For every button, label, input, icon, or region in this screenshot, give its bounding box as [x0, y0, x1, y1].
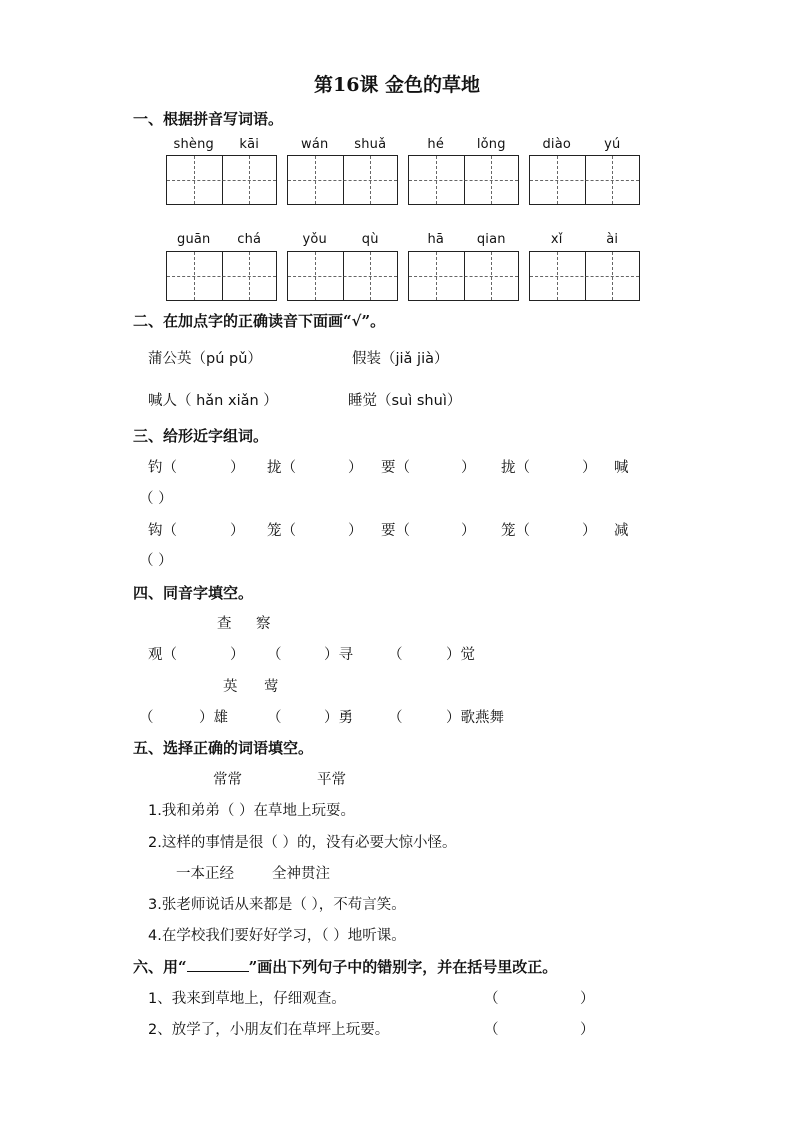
- homophone-blank: （: [267, 647, 282, 663]
- homophone-blank: ）寻: [324, 647, 353, 663]
- section-2-heading: 二、在加点字的正确读音下面画“√”。: [133, 312, 386, 330]
- fill-question: 1.我和弟弟（ ）在草地上玩耍。: [148, 803, 355, 819]
- similar-char-cell: ）: [348, 523, 363, 539]
- homophone-blank: （: [388, 647, 403, 663]
- correction-sentence: 1、我来到草地上，仔细观查。: [148, 991, 346, 1007]
- homophone-blank: ）歌燕舞: [446, 710, 504, 726]
- fill-question: 2.这样的事情是很（ ）的，没有必要大惊小怪。: [148, 835, 457, 851]
- similar-char-cell: 要（: [381, 523, 410, 539]
- pinyin-label: xǐ: [550, 232, 563, 247]
- similar-char-cell: 笼（: [501, 523, 530, 539]
- homophone-blank: （: [388, 710, 403, 726]
- homophone-char: 察: [256, 616, 271, 632]
- writing-grid-box: [287, 155, 398, 205]
- section-1-heading: 一、根据拼音写词语。: [133, 110, 284, 128]
- section-4-heading: 四、同音字填空。: [133, 584, 254, 602]
- similar-char-cell: 拢（: [267, 460, 296, 476]
- homophone-blank: （: [267, 710, 282, 726]
- similar-char-cell: 钓（: [148, 460, 177, 476]
- similar-char-cell: 钩（: [148, 523, 177, 539]
- homophone-blank: ）觉: [446, 647, 475, 663]
- section-5-heading: 五、选择正确的词语填空。: [133, 739, 314, 757]
- section-3-heading: 三、给形近字组词。: [133, 427, 269, 445]
- similar-char-cell: ）: [582, 460, 597, 476]
- homophone-blank: ）雄: [199, 710, 228, 726]
- word-option: 全神贯注: [272, 866, 330, 882]
- pinyin-label: hā: [427, 232, 445, 247]
- pinyin-label: wán: [301, 137, 329, 152]
- similar-char-cell: 拢（: [501, 460, 530, 476]
- underline-sample: [187, 971, 249, 972]
- similar-char-cell: ）: [348, 460, 363, 476]
- writing-grid-box: [408, 155, 519, 205]
- similar-char-cell: 减: [614, 523, 629, 539]
- blank-parens: （ ）: [139, 491, 173, 507]
- writing-grid-box: [529, 155, 640, 205]
- similar-char-cell: ）: [230, 460, 245, 476]
- correction-sentence: 2、放学了，小朋友们在草坪上玩要。: [148, 1022, 390, 1038]
- writing-grid-box: [166, 251, 277, 301]
- section-6-heading: 六、用“ ”画出下列句子中的错别字，并在括号里改正。: [133, 958, 558, 976]
- homophone-char: 英: [223, 679, 238, 695]
- pinyin-label: qù: [361, 232, 379, 247]
- fill-question: 4.在学校我们要好好学习，（ ）地听课。: [148, 928, 406, 944]
- similar-char-cell: 笼（: [267, 523, 296, 539]
- pinyin-label: shèng: [173, 137, 214, 152]
- pronunciation-item: 假装（jiǎ jià）: [352, 351, 449, 367]
- word-option: 平常: [317, 772, 346, 788]
- similar-char-cell: 要（: [381, 460, 410, 476]
- pronunciation-item: 睡觉（suì shuì）: [348, 393, 462, 409]
- similar-char-cell: ）: [230, 523, 245, 539]
- pinyin-label: yǒu: [302, 232, 327, 247]
- pinyin-label: hé: [427, 137, 445, 152]
- pinyin-label: kāi: [239, 137, 260, 152]
- word-option: 一本正经: [176, 866, 234, 882]
- page-title: 第16课 金色的草地: [313, 74, 481, 96]
- pinyin-label: yú: [604, 137, 621, 152]
- writing-grid-box: [166, 155, 277, 205]
- similar-char-cell: 喊: [614, 460, 629, 476]
- answer-paren-open: （: [484, 991, 499, 1007]
- pinyin-label: diào: [542, 137, 572, 152]
- pinyin-label: chá: [237, 232, 262, 247]
- answer-paren-open: （: [484, 1022, 499, 1038]
- pinyin-label: ài: [606, 232, 619, 247]
- writing-grid-box: [529, 251, 640, 301]
- similar-char-cell: ）: [461, 460, 476, 476]
- pinyin-label: guān: [177, 232, 211, 247]
- homophone-char: 莺: [264, 679, 279, 695]
- pronunciation-item: 喊人（ hǎn xiǎn ）: [148, 393, 278, 409]
- pinyin-label: shuǎ: [354, 137, 387, 152]
- similar-char-cell: ）: [461, 523, 476, 539]
- homophone-blank: ）: [230, 647, 245, 663]
- pinyin-label: lǒng: [476, 137, 506, 152]
- answer-paren-close: ）: [580, 1022, 595, 1038]
- pinyin-label: qian: [476, 232, 506, 247]
- writing-grid-box: [408, 251, 519, 301]
- word-option: 常常: [213, 772, 242, 788]
- homophone-blank: ）勇: [324, 710, 353, 726]
- answer-paren-close: ）: [580, 991, 595, 1007]
- writing-grid-box: [287, 251, 398, 301]
- pronunciation-item: 蒲公英（pú pǔ）: [148, 351, 262, 367]
- fill-question: 3.张老师说话从来都是（ ），不苟言笑。: [148, 897, 406, 913]
- homophone-blank: （: [139, 710, 154, 726]
- blank-parens: （ ）: [139, 553, 173, 569]
- homophone-char: 查: [217, 616, 232, 632]
- similar-char-cell: ）: [582, 523, 597, 539]
- homophone-blank: 观（: [148, 647, 177, 663]
